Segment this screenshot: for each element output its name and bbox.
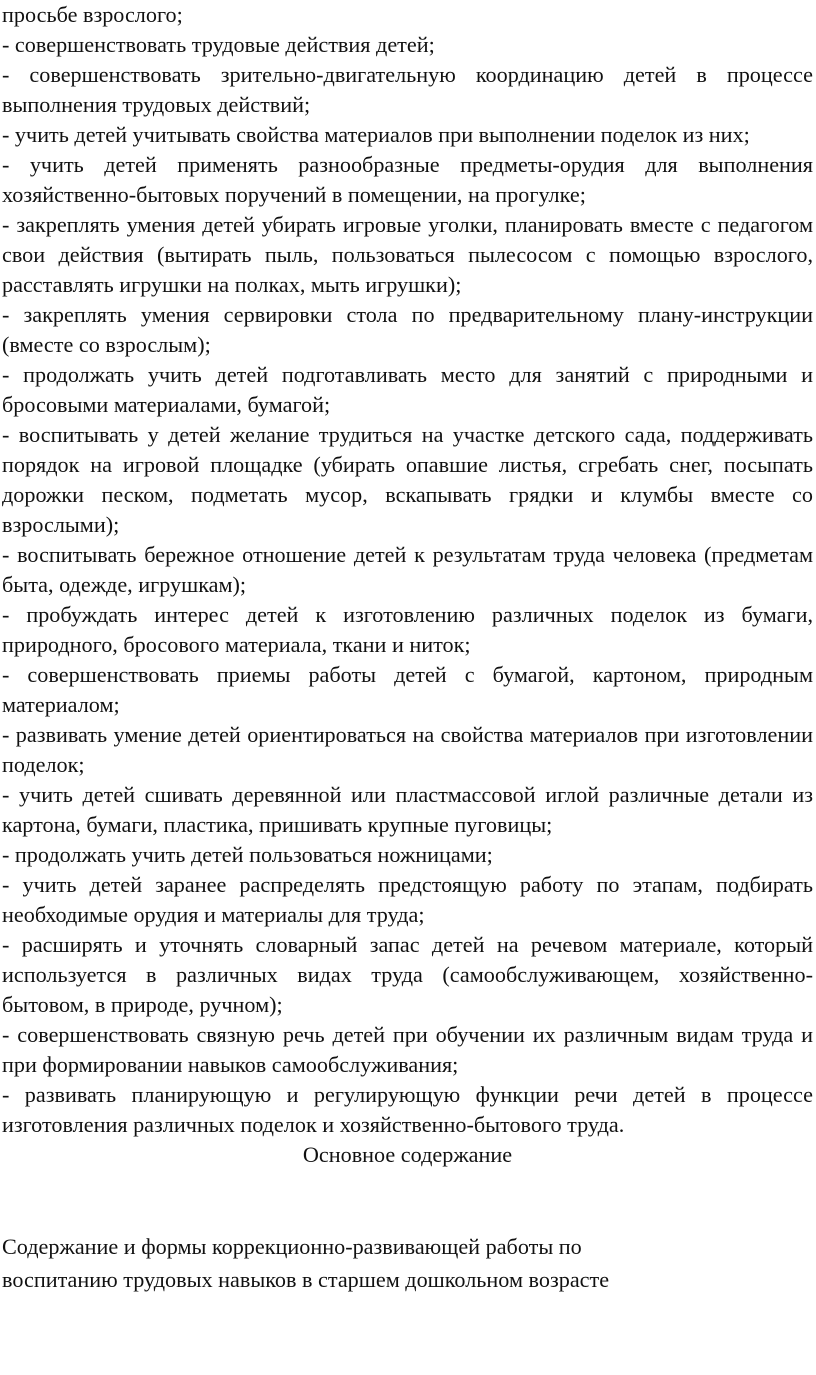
list-item: - совершенствовать трудовые действия детей; <box>2 32 435 57</box>
list-item: - закреплять умения детей убирать игровые уголки, планировать вместе с педагогом свои действия (вытирать пыль, пользоваться пылесосом с помощью взрослого, расставлять игрушки на полках, мыть игрушки); <box>2 212 813 297</box>
task-list <box>2 0 813 1140</box>
list-item: - воспитывать у детей желание трудиться на участке детского сада, поддерживать порядок на игровой площадке (убирать опавшие листья, сгребать снег, посыпать дорожки песком, подметать мусор, вскапывать грядки и клумбы вместе со взрослыми); <box>2 422 813 537</box>
list-item: - совершенствовать зрительно-двигательную координацию детей в процессе выполнения трудовых действий; <box>2 62 813 117</box>
list-item: - учить детей заранее распределять предстоящую работу по этапам, подбирать необходимые орудия и материалы для труда; <box>2 872 813 927</box>
list-item: - расширять и уточнять словарный запас детей на речевом материале, который используется в различных видах труда (самообслуживающем, хозяйственно-бытовом, в природе, ручном); <box>2 932 813 1017</box>
subtitle-line-1: Содержание и формы коррекционно-развивающей работы по <box>2 1234 582 1259</box>
list-item: - продолжать учить детей пользоваться ножницами; <box>2 842 493 867</box>
list-item: - учить детей применять разнообразные предметы-орудия для выполнения хозяйственно-бытовых поручений в помещении, на прогулке; <box>2 152 813 207</box>
list-item: - развивать планирующую и регулирующую функции речи детей в процессе изготовления различных поделок и хозяйственно-бытового труда. <box>2 1082 813 1137</box>
blank-spacer <box>2 1170 813 1230</box>
list-item: - пробуждать интерес детей к изготовлению различных поделок из бумаги, природного, бросового материала, ткани и ниток; <box>2 602 813 657</box>
list-item: - учить детей сшивать деревянной или пластмассовой иглой различные детали из картона, бумаги, пластика, пришивать крупные пуговицы; <box>2 782 813 837</box>
section-heading: Основное содержание <box>302 1142 513 1167</box>
list-item: - воспитывать бережное отношение детей к результатам труда человека (предметам быта, одежде, игрушкам); <box>2 542 813 597</box>
list-item: - учить детей учитывать свойства материалов при выполнении поделок из них; <box>2 122 750 147</box>
list-item: - закреплять умения сервировки стола по предварительному плану-инструкции (вместе со взрослым); <box>2 302 813 357</box>
list-item: просьбе взрослого; <box>2 2 183 27</box>
list-item: - продолжать учить детей подготавливать место для занятий с природными и бросовыми материалами, бумагой; <box>2 362 813 417</box>
list-item: - совершенствовать связную речь детей при обучении их различным видам труда и при формировании навыков самообслуживания; <box>2 1022 813 1077</box>
list-item: - совершенствовать приемы работы детей с бумагой, картоном, природным материалом; <box>2 662 813 717</box>
subtitle-line-2: воспитанию трудовых навыков в старшем дошкольном возрасте <box>2 1267 610 1292</box>
list-item: - развивать умение детей ориентироваться на свойства материалов при изготовлении поделок; <box>2 722 813 777</box>
